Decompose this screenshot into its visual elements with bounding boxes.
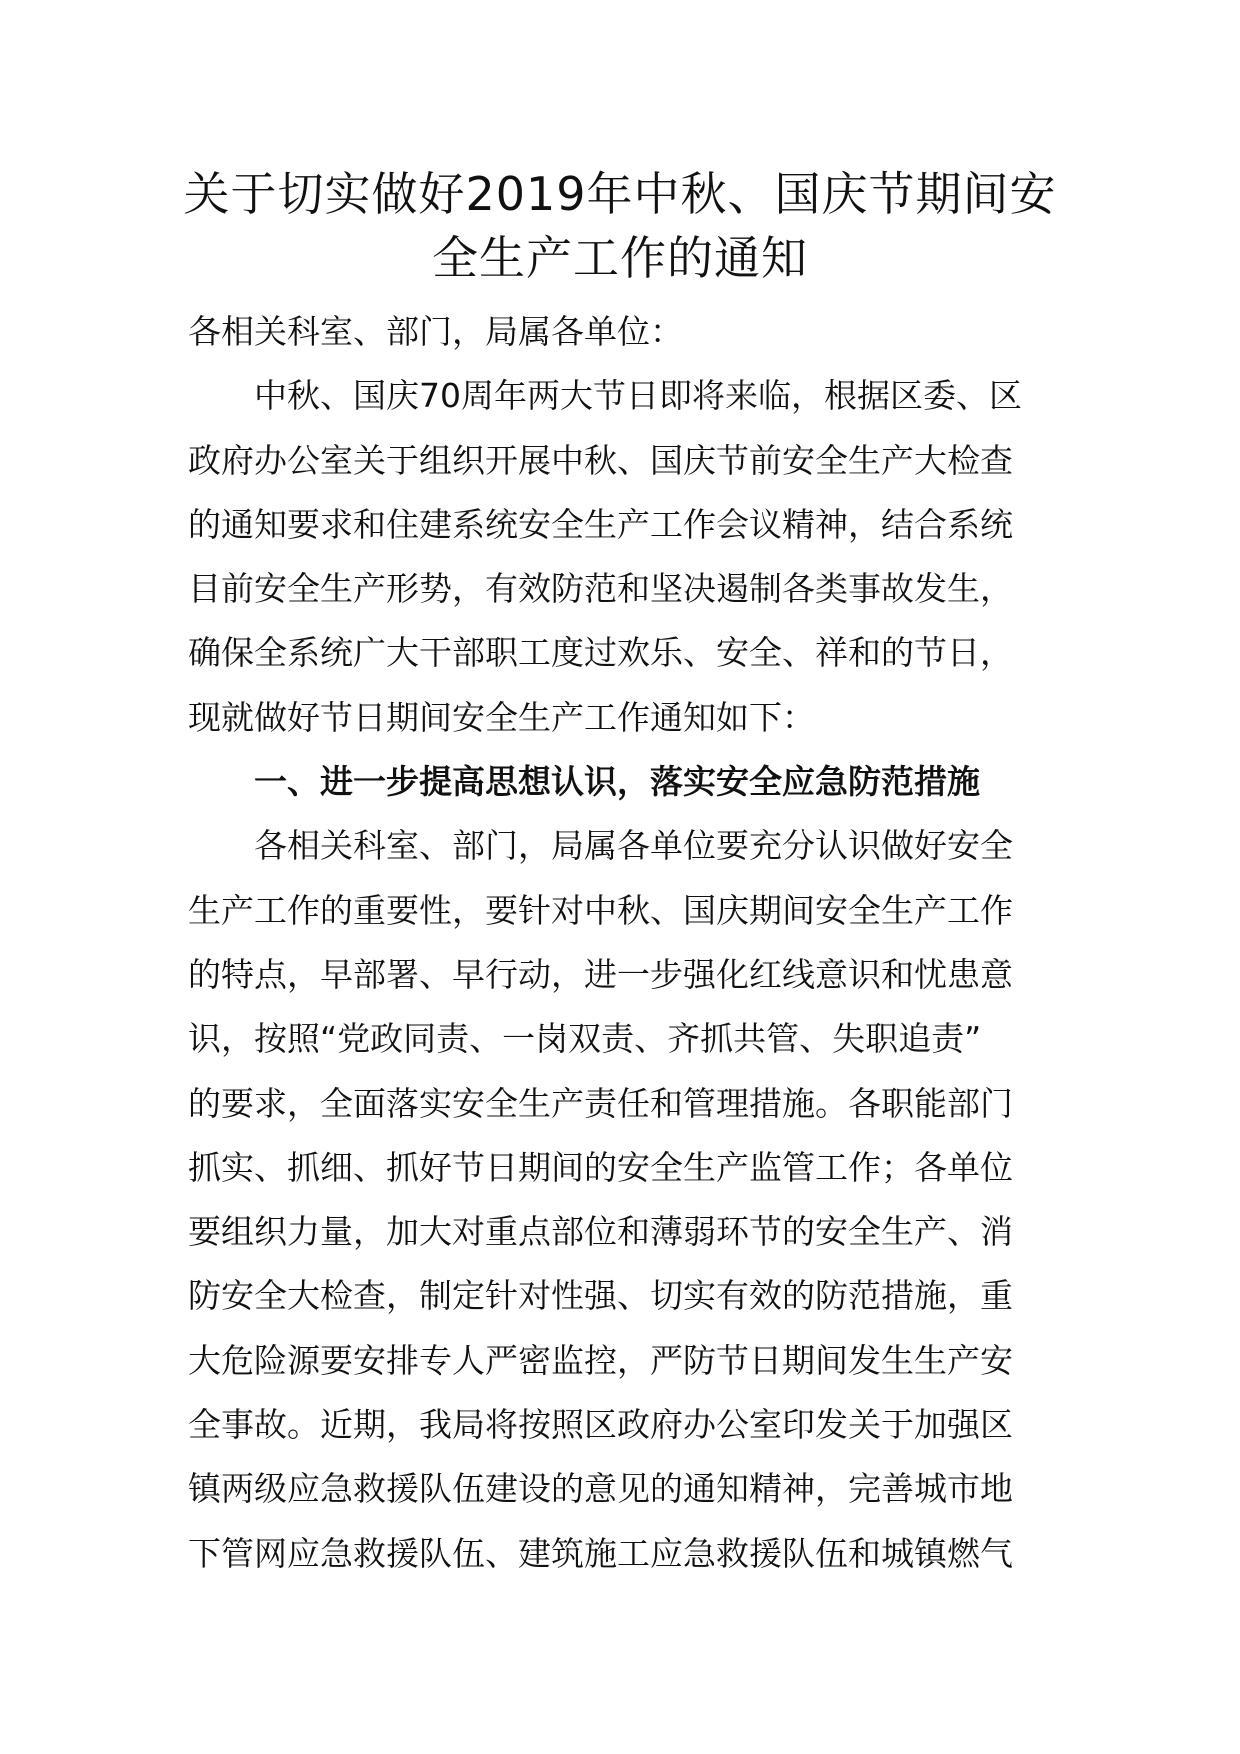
paragraph-line: 确保全系统广大干部职工度过欢乐、安全、祥和的节日， <box>188 633 1013 673</box>
paragraph-line: 的特点，早部署、早行动，进一步强化红线意识和忧患意 <box>188 954 1013 994</box>
paragraph-line: 各相关科室、部门，局属各单位要充分认识做好安全 <box>254 826 1013 866</box>
paragraph-line: 大危险源要安排专人严密监控，严防节日期间发生生产安 <box>188 1340 1013 1380</box>
salutation: 各相关科室、部门，局属各单位： <box>188 312 683 351</box>
paragraph-line: 镇两级应急救援队伍建设的意见的通知精神，完善城市地 <box>188 1469 1013 1509</box>
paragraph-line: 生产工作的重要性，要针对中秋、国庆期间安全生产工作 <box>188 890 1013 930</box>
paragraph-line: 中秋、国庆70周年两大节日即将来临，根据区委、区 <box>254 376 1022 416</box>
section-heading: 一、进一步提高思想认识，落实安全应急防范措施 <box>254 762 980 802</box>
paragraph-line: 识，按照“党政同责、一岗双责、齐抓共管、失职追责” <box>188 1019 982 1059</box>
paragraph-line: 的通知要求和住建系统安全生产工作会议精神，结合系统 <box>188 504 1013 544</box>
document-body <box>188 300 1048 1586</box>
paragraph-line: 全事故。近期，我局将按照区政府办公室印发关于加强区 <box>188 1405 1013 1445</box>
title-line: 关于切实做好2019年中秋、国庆节期间安 <box>183 167 1057 221</box>
paragraph-line: 目前安全生产形势，有效防范和坚决遏制各类事故发生， <box>188 569 1013 609</box>
paragraph-line: 政府办公室关于组织开展中秋、国庆节前安全生产大检查 <box>188 440 1013 480</box>
document-title <box>180 162 1060 290</box>
paragraph-line: 的要求，全面落实安全生产责任和管理措施。各职能部门 <box>188 1083 1013 1123</box>
paragraph-line: 现就做好节日期间安全生产工作通知如下： <box>188 697 815 737</box>
paragraph-line: 抓实、抓细、抓好节日期间的安全生产监管工作；各单位 <box>188 1147 1013 1187</box>
paragraph-line: 防安全大检查，制定针对性强、切实有效的防范措施，重 <box>188 1276 1013 1316</box>
paragraph-line: 要组织力量，加大对重点部位和薄弱环节的安全生产、消 <box>188 1212 1013 1252</box>
title-line: 全生产工作的通知 <box>432 231 808 285</box>
paragraph-line: 下管网应急救援队伍、建筑施工应急救援队伍和城镇燃气 <box>188 1533 1013 1573</box>
